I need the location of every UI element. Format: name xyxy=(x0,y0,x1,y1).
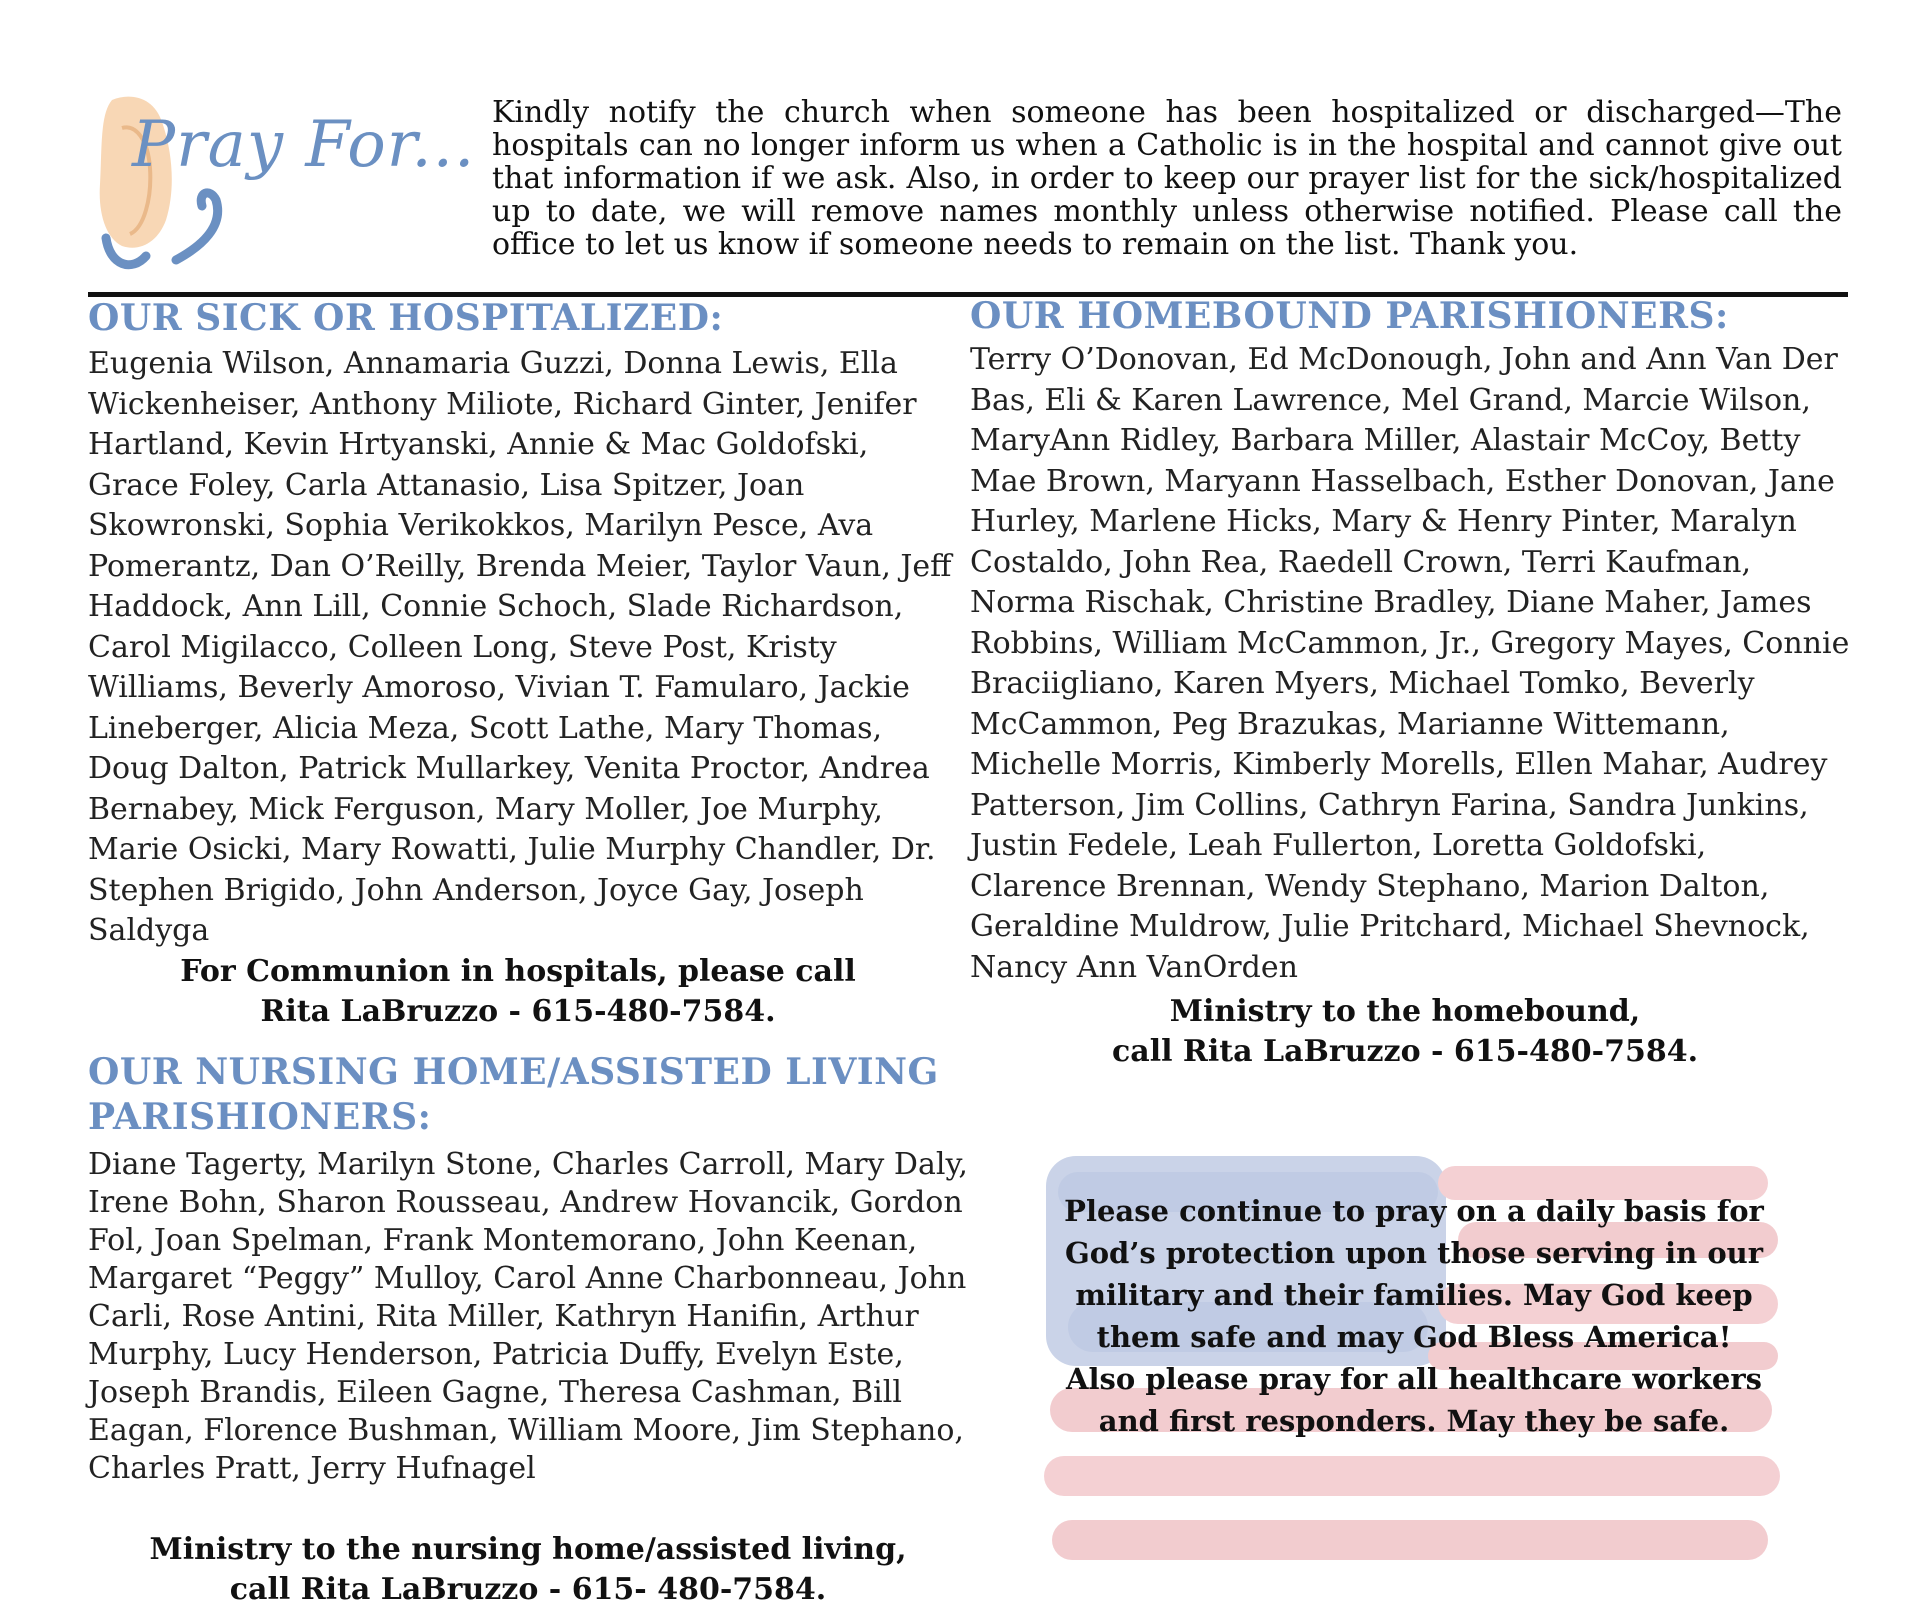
military-prayer-line2: Also please pray for all healthcare workers and first responders. May they be safe. xyxy=(1066,1362,1762,1438)
sick-names-list: Eugenia Wilson, Annamaria Guzzi, Donna Lewis, Ella Wickenheiser, Anthony Miliote, Richard Ginter, Jenifer Hartland, Kevin Hrtyanski, Annie & Mac Goldofski, Grace Foley, Carla Attanasio, Lisa Spitzer, Joan Skowronski, Sophia Verikokkos, Marilyn Pesce, Ava Pomerantz, Dan O’Reilly, Brenda Meier, Taylor Vaun, Jeff Haddock, Ann Lill, Connie Schoch, Slade Richardson, Carol Migilacco, Colleen Long, Steve Post, Kristy Williams, Beverly Amoroso, Vivian T. Famularo, Jackie Lineberger, Alicia Meza, Scott Lathe, Mary Thomas, Doug Dalton, Patrick Mullarkey, Venita Proctor, Andrea Bernabey, Mick Ferguson, Mary Moller, Joe Murphy, Marie Osicki, Mary Rowatti, Julie Murphy Chandler, Dr. Stephen Brigido, John Anderson, Joyce Gay, Joseph Saldyga xyxy=(88,346,952,948)
nursing-callout xyxy=(88,1530,968,1610)
sick-callout-line1: For Communion in hospitals, please call xyxy=(180,954,856,989)
sick-heading: OUR SICK OR HOSPITALIZED: xyxy=(88,297,724,339)
nursing-callout-line1: Ministry to the nursing home/assisted living, xyxy=(149,1532,907,1567)
nursing-callout-line2: call Rita LaBruzzo - 615- 480-7584. xyxy=(229,1572,827,1607)
homebound-names-list: Terry O’Donovan, Ed McDonough, John and Ann Van Der Bas, Eli & Karen Lawrence, Mel Grand, Marcie Wilson, MaryAnn Ridley, Barbara Miller, Alastair McCoy, Betty Mae Brown, Maryann Hasselbach, Esther Donovan, Jane Hurley, Marlene Hicks, Mary & Henry Pinter, Maralyn Costaldo, John Rea, Raedell Crown, Terri Kaufman, Norma Rischak, Christine Bradley, Diane Maher, James Robbins, William McCammon, Jr., Gregory Mayes, Connie Braciigliano, Karen Myers, Michael Tomko, Beverly McCammon, Peg Brazukas, Marianne Wittemann, Michelle Morris, Kimberly Morells, Ellen Mahar, Audrey Patterson, Jim Collins, Cathryn Farina, Sandra Junkins, Justin Fedele, Leah Fullerton, Loretta Goldofski, Clarence Brennan, Wendy Stephano, Marion Dalton, Geraldine Muldrow, Julie Pritchard, Michael Shevnock, Nancy Ann VanOrden xyxy=(970,342,1850,985)
sick-callout xyxy=(88,952,948,1032)
homebound-heading: OUR HOMEBOUND PARISHIONERS: xyxy=(970,295,1729,337)
homebound-callout-line2: call Rita LaBruzzo - 615-480-7584. xyxy=(1111,1034,1699,1069)
homebound-callout-line1: Ministry to the homebound, xyxy=(1169,994,1641,1029)
pray-for-logo xyxy=(92,88,476,298)
homebound-callout xyxy=(970,992,1840,1072)
nursing-names-list: Diane Tagerty, Marilyn Stone, Charles Carroll, Mary Daly, Irene Bohn, Sharon Rousseau, Andrew Hovancik, Gordon Fol, Joan Spelman, Frank Montemorano, John Keenan, Margaret “Peggy” Mulloy, Carol Anne Charbonneau, John Carli, Rose Antini, Rita Miller, Kathryn Hanifin, Arthur Murphy, Lucy Henderson, Patricia Duffy, Evelyn Este, Joseph Brandis, Eileen Gagne, Theresa Cashman, Bill Eagan, Florence Bushman, William Moore, Jim Stephano, Charles Pratt, Jerry Hufnagel xyxy=(88,1147,968,1486)
intro-notice: Kindly notify the church when someone has been hospitalized or discharged—The hospitals can no longer inform us when a Catholic is in the hospital and cannot give out that information if we ask. Also, in order to keep our prayer list for the sick/hospitalized up to date, we will remove names monthly unless otherwise notified. Please call the office to let us know if someone needs to remain on the list. Thank you. xyxy=(492,95,1842,262)
military-prayer-box xyxy=(1038,1152,1790,1572)
nursing-heading: OUR NURSING HOME/ASSISTED LIVING PARISHIONERS: xyxy=(88,1051,939,1138)
military-prayer-text xyxy=(1058,1190,1770,1442)
military-prayer-line1: Please continue to pray on a daily basis for God’s protection upon those serving in our military and their families. May God keep them safe and may God Bless America! xyxy=(1064,1194,1764,1354)
sick-callout-line2: Rita LaBruzzo - 615-480-7584. xyxy=(260,994,776,1029)
logo-title: Pray For... xyxy=(132,108,476,182)
